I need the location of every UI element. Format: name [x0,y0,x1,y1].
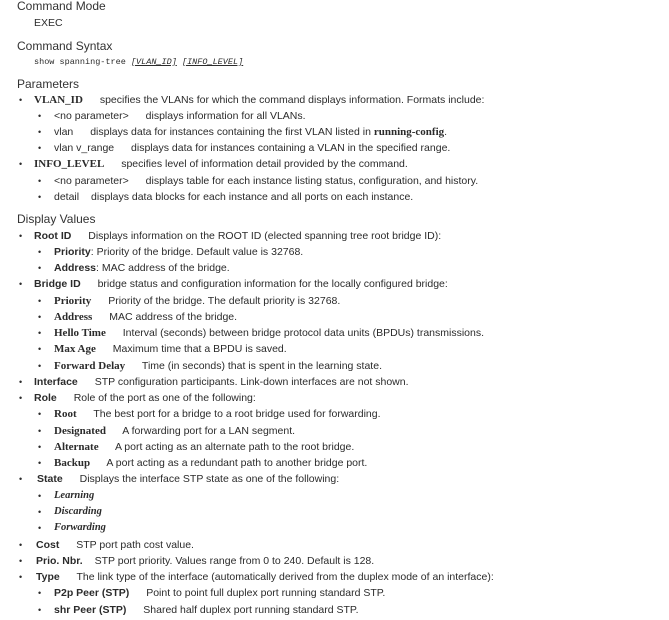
sub-term: Priority [54,295,92,307]
param-desc: specifies the VLANs for which the command displays information. Formats include: [99,94,485,106]
bridge-sub-item [54,295,340,307]
bullet-icon: • [38,491,42,501]
value-desc: Displays the interface STP state as one of the following: [79,473,340,485]
value-desc: Role of the port as one of the following: [73,392,256,404]
info-option [54,175,478,187]
sub-term: Hello Time [54,327,106,339]
value-root-id [34,230,441,242]
bullet-icon: • [38,312,42,322]
bullet-icon: • [19,159,23,169]
bullet-icon: • [38,523,42,533]
value-term: Bridge ID [34,278,81,290]
sub-term: Address [54,311,93,323]
role-sub-item [54,425,295,437]
syntax-command: show spanning-tree [34,57,126,67]
option-term: vlan [54,126,74,138]
bullet-icon: • [38,328,42,338]
param-info-level [34,158,408,170]
syntax-arg-info: [INFO_LEVEL] [181,57,244,67]
role-sub-item [54,408,381,420]
command-syntax-heading: Command Syntax [17,39,113,53]
bullet-icon: • [19,377,23,387]
state-discarding: Discarding [54,506,102,517]
running-config-ref: running-config [373,126,445,138]
param-desc: specifies level of information detail provided by the command. [121,158,408,170]
role-sub-item [54,441,354,453]
bullet-icon: • [38,127,42,137]
bridge-sub-item [54,360,382,372]
option-desc: displays data for instances containing the first VLAN listed in [90,126,371,138]
bullet-icon: • [38,507,42,517]
command-mode-heading: Command Mode [17,0,106,13]
value-desc: The link type of the interface (automatically derived from the duplex mode of an interface): [76,571,494,583]
value-desc: bridge status and configuration information for the locally configured bridge: [97,278,448,290]
value-interface [34,376,409,388]
value-term: Role [34,392,57,404]
root-sub-item [54,246,303,258]
option-desc: displays table for each instance listing status, configuration, and history. [145,175,479,187]
value-term: State [37,473,63,485]
bullet-icon: • [38,442,42,452]
role-sub-item [54,457,367,469]
vlan-option [54,126,447,138]
bullet-icon: • [38,192,42,202]
bullet-icon: • [38,263,42,273]
info-option [54,191,413,203]
bridge-sub-item [54,311,237,323]
bullet-icon: • [19,474,23,484]
syntax-arg-vlan: [VLAN_ID] [130,57,177,67]
option-desc: displays data blocks for each instance and all ports on each instance. [91,191,414,203]
bridge-sub-item [54,327,484,339]
bullet-icon: • [38,605,42,615]
value-term: Prio. Nbr. [36,555,83,567]
bullet-icon: • [38,361,42,371]
sub-term: P2p Peer (STP) [54,587,130,599]
state-forwarding: Forwarding [54,522,106,533]
sub-term: Forward Delay [54,360,126,372]
value-desc: STP port priority. Values range from 0 to 240. Default is 128. [94,555,375,567]
value-bridge-id [34,278,448,290]
value-prio [36,555,374,567]
sub-term: Max Age [54,343,96,355]
bullet-icon: • [38,409,42,419]
vlan-option [54,142,450,154]
sub-desc: Time (in seconds) that is spent in the learning state. [141,360,382,372]
value-term: Type [36,571,60,583]
option-desc: displays data for instances containing a VLAN in the specified range. [131,142,451,154]
option-term: vlan v_range [54,142,115,154]
sub-desc: Maximum time that a BPDU is saved. [112,343,287,355]
value-term: Cost [36,539,60,551]
bullet-icon: • [19,556,23,566]
param-term: INFO_LEVEL [34,158,105,170]
sub-desc: A port acting as an alternate path to the root bridge. [114,441,355,453]
sub-term: Address [54,262,97,274]
param-vlan-id [34,94,484,106]
sub-desc: Interval (seconds) between bridge protocol data units (BPDUs) transmissions. [122,327,485,339]
state-learning: Learning [54,490,95,501]
bridge-sub-item [54,343,287,355]
bullet-icon: • [19,279,23,289]
vlan-option [54,110,306,122]
sub-desc: Point to point full duplex port running standard STP. [146,587,386,599]
bullet-icon: • [38,143,42,153]
command-mode-value: EXEC [34,17,63,29]
bullet-icon: • [19,572,23,582]
value-desc: STP port path cost value. [76,539,194,551]
sub-term: Designated [54,425,106,437]
sub-term: Priority [54,246,91,258]
option-desc: displays information for all VLANs. [145,110,306,122]
value-term: Interface [34,376,78,388]
sub-term: Alternate [54,441,99,453]
value-cost [36,539,194,551]
value-term: Root ID [34,230,72,242]
sub-desc: A forwarding port for a LAN segment. [122,425,296,437]
sub-desc: The best port for a bridge to a root bridge used for forwarding. [93,408,381,420]
bullet-icon: • [19,231,23,241]
value-type [36,571,494,583]
value-desc: Displays information on the ROOT ID (elected spanning tree root bridge ID): [88,230,442,242]
sub-desc: : MAC address of the bridge. [96,262,230,274]
bullet-icon: • [38,588,42,598]
sub-desc: Priority of the bridge. The default priority is 32768. [108,295,341,307]
value-state [37,473,339,485]
option-term: <no parameter> [54,175,129,187]
sub-desc: Shared half duplex port running standard STP. [143,604,359,616]
display-values-heading: Display Values [17,212,96,226]
sub-term: Backup [54,457,91,469]
param-term: VLAN_ID [34,94,83,106]
root-sub-item [54,262,230,274]
bullet-icon: • [38,247,42,257]
bullet-icon: • [19,393,23,403]
bullet-icon: • [19,540,23,550]
option-term: <no parameter> [54,110,129,122]
bullet-icon: • [38,296,42,306]
bullet-icon: • [38,458,42,468]
bullet-icon: • [19,95,23,105]
bullet-icon: • [38,111,42,121]
type-sub-item [54,604,358,616]
type-sub-item [54,587,385,599]
sub-term: Root [54,408,77,420]
period: . [444,126,448,138]
bullet-icon: • [38,344,42,354]
sub-desc: MAC address of the bridge. [109,311,238,323]
sub-desc: A port acting as a redundant path to another bridge port. [106,457,368,469]
sub-term: shr Peer (STP) [54,604,127,616]
command-syntax-line [34,57,243,67]
option-term: detail [54,191,80,203]
sub-desc: : Priority of the bridge. Default value is 32768. [90,246,304,258]
parameters-heading: Parameters [17,77,80,91]
value-role [34,392,256,404]
bullet-icon: • [38,176,42,186]
bullet-icon: • [38,426,42,436]
value-desc: STP configuration participants. Link-down interfaces are not shown. [94,376,409,388]
